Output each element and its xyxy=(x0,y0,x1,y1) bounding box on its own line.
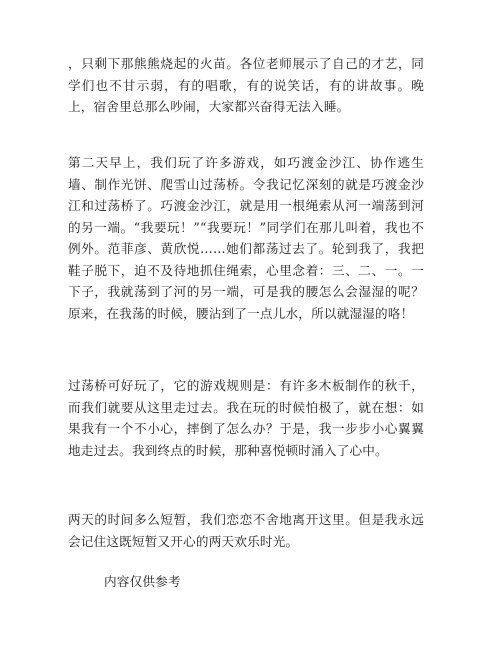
footer-note: 内容仅供参考 xyxy=(104,574,181,589)
paragraph-swing-bridge: 过荡桥可好玩了，它的游戏规则是：有许多木板制作的秋千，而我们就要从这里走过去。我在玩的时候怕极了，就在想：如果我有一个不小心，摔倒了怎么办？于是，我一步步小心翼翼地走过去。我到终点的时候，那种喜悦顿时涌入了心中。 xyxy=(68,378,424,458)
paragraph-games: 第二天早上，我们玩了许多游戏，如巧渡金沙江、协作逃生墙、制作光饼、爬雪山过荡桥。令我记忆深刻的就是巧渡金沙江和过荡桥了。巧渡金沙江，就是用一根绳索从河一端荡到河的另一端。“我要玩！”“我要玩！”同学们在那儿叫着，我也不例外。范菲彦、黄欣悦……她们都荡过去了。轮到我了，我把鞋子脱下，迫不及待地抓住绳索，心里念着：三、二、一。一下子，我就荡到了河的另一端，可是我的腰怎么会湿湿的呢？原来，在我荡的时候，腰沾到了一点儿水，所以就湿湿的咯！ xyxy=(68,155,424,321)
paragraph-campfire: ，只剩下那熊熊烧起的火苗。各位老师展示了自己的才艺，同学们也不甘示弱，有的唱歌，有的说笑话，有的讲故事。晚上，宿舍里总那么吵闹，大家都兴奋得无法入睡。 xyxy=(68,56,424,114)
paragraph-conclusion: 两天的时间多么短暂，我们恋恋不舍地离开这里。但是我永远会记住这既短暂又开心的两天欢乐时光。 xyxy=(68,512,424,549)
